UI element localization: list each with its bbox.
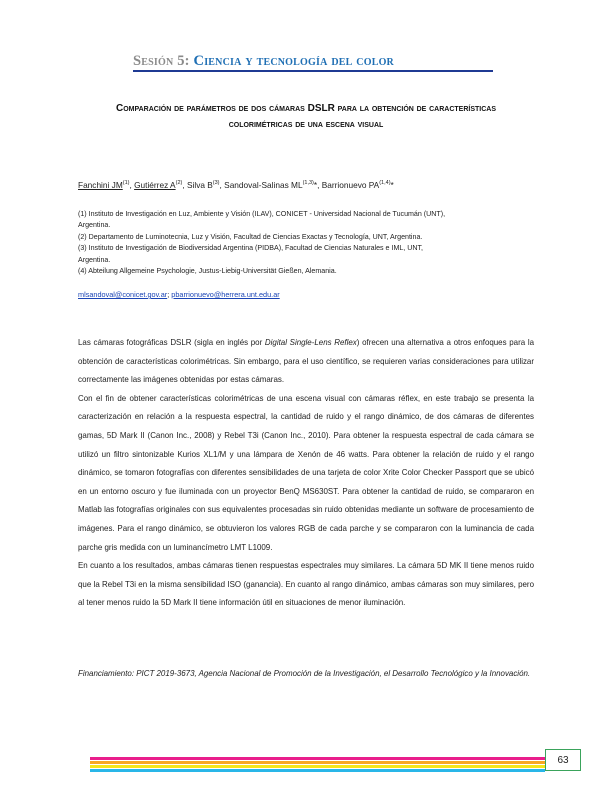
paper-title-line-2: colorimétricas de una escena visual: [228, 119, 384, 130]
author-affiliation-mark: (1,4): [379, 180, 391, 187]
footer-stripe-cyan: [90, 769, 545, 772]
footer-stripe-magenta: [90, 757, 545, 760]
author-affiliation-mark: (3): [212, 180, 220, 187]
affiliation-line: (2) Departamento de Luminotecnia, Luz y Visión, Facultad de Ciencias Exactas y Tecnología, UNT, Argentina.: [78, 233, 423, 241]
author-name[interactable]: Gutiérrez A: [134, 180, 176, 190]
abstract-text: Las cámaras fotográficas DSLR (sigla en inglés por: [78, 338, 265, 347]
author-name[interactable]: Fanchini JM: [78, 180, 123, 190]
email-link-sandoval[interactable]: mlsandoval@conicet.gov.ar: [78, 290, 168, 299]
author-affiliation-mark: (1,3): [302, 180, 314, 187]
funding-statement: Financiamiento: PICT 2019-3673, Agencia Nacional de Promoción de la Investigación, el Desarrollo Tecnológico y la Innovación.: [78, 669, 531, 678]
author-list: [78, 180, 538, 190]
footer-stripe-yellow: [90, 765, 545, 768]
session-label: Sesión 5:: [133, 53, 190, 69]
author-separator: *,: [313, 180, 322, 190]
author-separator: *: [390, 180, 394, 190]
page-number: 63: [545, 749, 581, 771]
paper-title-line-1: Comparación de parámetros de dos cámaras DSLR para la obtención de características: [115, 103, 496, 114]
abstract-body: [78, 334, 534, 613]
footer-stripe-orange: [90, 761, 545, 764]
author-separator: ,: [219, 180, 225, 190]
affiliation-line: Argentina.: [78, 256, 111, 264]
author-affiliation-mark: (2): [175, 180, 183, 187]
session-title: Ciencia y tecnología del color: [193, 53, 394, 69]
abstract-paragraph-2: Con el fin de obtener características colorimétricas de una escena visual con cámaras réflex, en este trabajo se presenta la caracterización en relación a la respuesta espectral, la cantidad de ruido y el rango dinámico, de dos cámaras de diferentes gamas, 5D Mark II (Canon Inc., 2008) y Rebel T3i (Canon Inc., 2010). Para obtener la respuesta espectral de cada cámara se utilizó un filtro sintonizable Kurios XL1/M y una lámpara de Xenón de 46 watts. Para obtener la relación de ruido y el rango dinámico, se tomaron fotografías con diferentes sensibilidades de una tarjeta de color Xrite Color Checker Passport que se ubicó en un entorno oscuro y fue iluminada con un proyector BenQ MS630ST. Para obtener la cantidad de ruido, se compararon en Matlab las fotografías originales con sus equivalentes procesadas sin ruido obtenidas mediante un software de procesamiento de imágenes. Para el rango dinámico, se obtuvieron los valores RGB de cada parche y se compararon con la luminancia de cada parche gris medida con un luminancímetro LMT L1009.: [78, 393, 534, 552]
affiliation-line: (3) Instituto de Investigación de Biodiversidad Argentina (PIDBA), Facultad de Ciencias Naturales e IML, UNT,: [78, 244, 424, 252]
abstract-emphasis: Digital Single-Lens Reflex: [264, 338, 357, 347]
abstract-paragraph-1: [78, 334, 534, 390]
email-separator: ;: [167, 290, 172, 299]
affiliation-line: (4) Abteilung Allgemeine Psychologie, Justus-Liebig-Universität Gießen, Alemania.: [78, 267, 337, 275]
abstract-text: ) ofrecen una alternativa a otros enfoques para la obtención de características colorimétricas. Sin embargo, para el uso científico, se requieren varias consideraciones para utilizar correctamente las imágenes obtenidas por estas cámaras.: [78, 338, 534, 385]
session-rule-divider: [133, 70, 493, 72]
affiliation-line: Argentina.: [78, 221, 111, 229]
abstract-paragraph-3: En cuanto a los resultados, ambas cámaras tienen respuestas espectrales muy similares. La cámara 5D MK II tiene menos ruido que la Rebel T3i en la misma sensibilidad ISO (ganancia). En cuanto al rango dinámico, ambas cámaras son muy similares, pero al tener menos ruido la 5D Mark II tiene información útil en situaciones de menor iluminación.: [78, 561, 534, 608]
affiliation-line: (1) Instituto de Investigación en Luz, Ambiente y Visión (ILAV), CONICET - Universidad Nacional de Tucumán (UNT),: [78, 210, 446, 218]
author-separator: ,: [129, 180, 135, 190]
author-name: Barrionuevo PA: [321, 180, 380, 190]
author-name: Sandoval-Salinas ML: [224, 180, 303, 190]
author-affiliation-mark: (1): [122, 180, 130, 187]
contact-emails: [78, 290, 280, 299]
author-name: Silva B: [186, 180, 213, 190]
email-link-barrionuevo[interactable]: pbarrionuevo@herrera.unt.edu.ar: [171, 290, 280, 299]
author-separator: ,: [182, 180, 187, 190]
session-heading: [133, 53, 493, 70]
